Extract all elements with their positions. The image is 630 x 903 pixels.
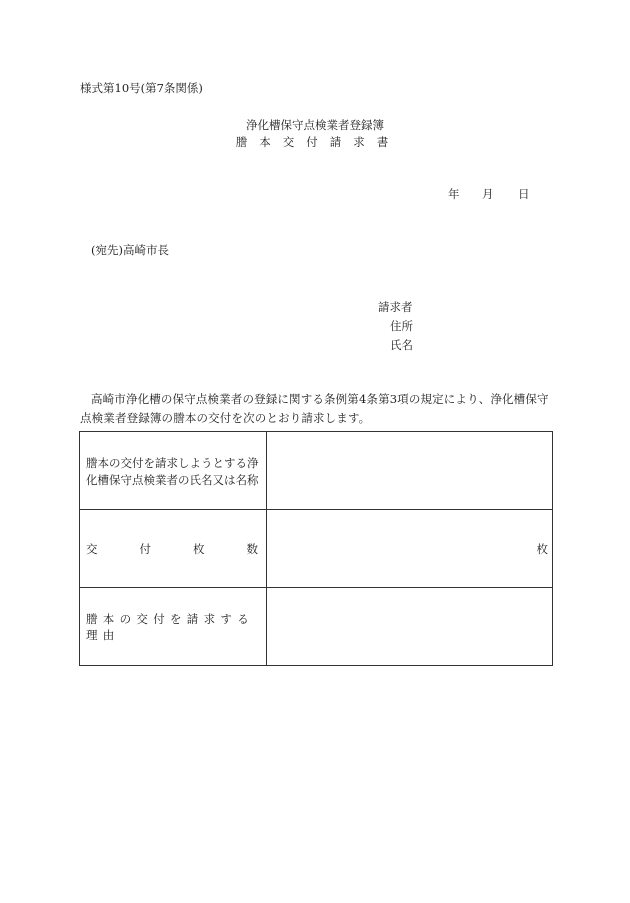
business-name-field[interactable] <box>267 432 553 510</box>
document-subtitle: 謄本交付請求書 <box>235 135 401 149</box>
table-row <box>80 510 553 588</box>
requester-label: 請求者 <box>378 300 413 314</box>
addressee: (宛先)高崎市長 <box>91 243 169 257</box>
copy-count-label-cell <box>80 510 267 588</box>
date-year-label: 年 <box>448 187 460 201</box>
copy-count-label-char: 付 <box>139 541 151 556</box>
request-table <box>79 431 553 666</box>
form-number: 様式第10号(第7条関係) <box>80 81 203 95</box>
copy-count-label-char: 数 <box>246 541 258 556</box>
copy-count-label-char: 交 <box>86 541 98 556</box>
reason-field[interactable] <box>267 588 553 666</box>
reason-label-cell <box>80 588 267 666</box>
copy-count-unit: 枚 <box>536 541 548 556</box>
business-name-label-line1: 謄本の交付を請求しようとする浄 <box>86 455 259 470</box>
name-label: 氏名 <box>390 338 413 352</box>
reason-label: 謄本の交付を請求する理由 <box>86 611 254 642</box>
table-row <box>80 588 553 666</box>
document-title: 浄化槽保守点検業者登録簿 <box>246 118 384 132</box>
request-statement: 高崎市浄化槽の保守点検業者の登録に関する条例第4条第3項の規定により、浄化槽保守点検業者登録簿の謄本の交付を次のとおり請求します。 <box>80 392 549 425</box>
copy-count-field[interactable] <box>267 510 553 588</box>
copy-count-label-char: 枚 <box>193 541 205 556</box>
table-row <box>80 432 553 510</box>
date-month-label: 月 <box>482 187 494 201</box>
business-name-label-cell <box>80 432 267 510</box>
address-label: 住所 <box>390 319 413 333</box>
date-day-label: 日 <box>518 187 530 201</box>
business-name-label-line2: 化槽保守点検業者の氏名又は名称 <box>86 472 259 487</box>
